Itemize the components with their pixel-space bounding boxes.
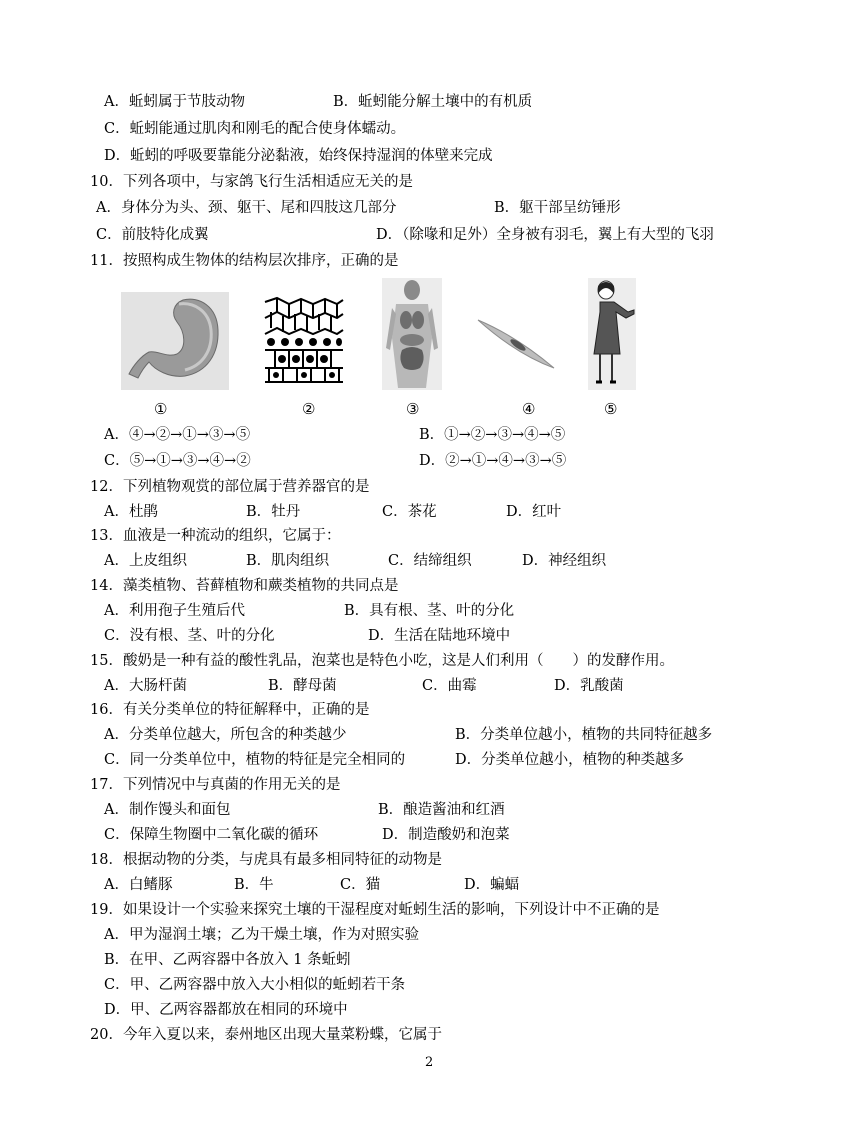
q15-option-b: B．酵母菌	[268, 678, 337, 694]
q18-stem: 18．根据动物的分类，与虎具有最多相同特征的动物是	[90, 852, 442, 868]
stomach-image	[121, 292, 229, 390]
page-number: 2	[425, 1055, 434, 1070]
q12-stem: 12．下列植物观赏的部位属于营养器官的是	[90, 479, 370, 495]
q10-option-d: D．（除喙和足外）全身被有羽毛，翼上有大型的飞羽	[376, 227, 714, 243]
q9-option-b: B．蚯蚓能分解土壤中的有机质	[333, 94, 533, 110]
q12-option-c: C．茶花	[382, 504, 437, 520]
q15-option-c: C．曲霉	[422, 678, 477, 694]
muscle-cell-image	[476, 318, 556, 370]
q15-option-d: D．乳酸菌	[554, 678, 624, 694]
figure-label-4: ④	[522, 400, 536, 418]
q13-stem: 13．血液是一种流动的组织，它属于：	[90, 528, 341, 544]
q11-option-d: D．②→①→④→③→⑤	[419, 453, 567, 469]
q18-option-c: C．猫	[340, 877, 381, 893]
figure-label-3: ③	[406, 400, 420, 418]
q13-option-a: A．上皮组织	[104, 553, 187, 569]
q19-option-d: D．甲、乙两容器都放在相同的环境中	[104, 1002, 348, 1018]
q12-option-b: B．牡丹	[246, 504, 301, 520]
q19-option-b: B．在甲、乙两容器中各放入 1 条蚯蚓	[104, 952, 351, 968]
q14-option-d: D．生活在陆地环境中	[368, 628, 511, 644]
q16-option-b: B．分类单位越小，植物的共同特征越多	[455, 727, 713, 743]
q18-option-a: A．白鳍豚	[104, 877, 173, 893]
q11-option-c: C．⑤→①→③→④→②	[104, 453, 251, 469]
q19-stem: 19．如果设计一个实验来探究土壤的干湿程度对蚯蚓生活的影响，下列设计中不正确的是	[90, 902, 660, 918]
q13-option-b: B．肌肉组织	[246, 553, 330, 569]
q15-stem: 15．酸奶是一种有益的酸性乳品，泡菜也是特色小吃，这是人们利用（ ）的发酵作用。	[90, 653, 674, 669]
q9-option-a: A．蚯蚓属于节肢动物	[104, 94, 245, 110]
q14-option-b: B．具有根、茎、叶的分化	[344, 603, 515, 619]
q15-option-a: A．大肠杆菌	[104, 678, 187, 694]
q20-stem: 20．今年入夏以来，泰州地区出现大量菜粉蝶，它属于	[90, 1027, 442, 1043]
q14-stem: 14．藻类植物、苔藓植物和蕨类植物的共同点是	[90, 578, 399, 594]
q17-option-a: A．制作馒头和面包	[104, 802, 231, 818]
q10-option-c: C．前肢特化成翼	[96, 227, 209, 243]
human-organ-system-image	[382, 278, 442, 390]
q19-option-c: C．甲、乙两容器中放入大小相似的蚯蚓若干条	[104, 977, 406, 993]
q16-option-d: D．分类单位越小，植物的种类越多	[455, 752, 685, 768]
q9-option-c: C．蚯蚓能通过肌肉和刚毛的配合使身体蠕动。	[104, 121, 406, 137]
q17-stem: 17．下列情况中与真菌的作用无关的是	[90, 777, 341, 793]
q17-option-b: B．酿造酱油和红酒	[378, 802, 505, 818]
q11-option-a: A．④→②→①→③→⑤	[104, 427, 251, 443]
q10-option-a: A．身体分为头、颈、躯干、尾和四肢这几部分	[96, 200, 397, 216]
q14-option-a: A．利用孢子生殖后代	[104, 603, 245, 619]
q18-option-b: B．牛	[234, 877, 274, 893]
q16-option-a: A．分类单位越大，所包含的种类越少	[104, 727, 347, 743]
q10-option-b: B．躯干部呈纺锤形	[494, 200, 621, 216]
figure-label-5: ⑤	[604, 400, 618, 418]
q13-option-d: D．神经组织	[522, 553, 607, 569]
q16-stem: 16．有关分类单位的特征解释中，正确的是	[90, 702, 370, 718]
figure-label-1: ①	[154, 400, 168, 418]
q14-option-c: C．没有根、茎、叶的分化	[104, 628, 275, 644]
q18-option-d: D．蝙蝠	[464, 877, 520, 893]
q10-stem: 10．下列各项中，与家鸽飞行生活相适应无关的是	[90, 174, 413, 190]
q9-option-d: D．蚯蚓的呼吸要靠能分泌黏液，始终保持湿润的体壁来完成	[104, 148, 493, 164]
q17-option-c: C．保障生物圈中二氧化碳的循环	[104, 827, 319, 843]
q13-option-c: C．结缔组织	[388, 553, 472, 569]
q12-option-a: A．杜鹃	[104, 504, 158, 520]
q19-option-a: A．甲为湿润土壤；乙为干燥土壤，作为对照实验	[104, 927, 419, 943]
q12-option-d: D．红叶	[506, 504, 562, 520]
q17-option-d: D．制造酸奶和泡菜	[382, 827, 510, 843]
q11-stem: 11．按照构成生物体的结构层次排序，正确的是	[90, 253, 399, 269]
q11-option-b: B．①→②→③→④→⑤	[419, 427, 566, 443]
figure-label-2: ②	[302, 400, 316, 418]
human-body-image	[588, 278, 636, 390]
cell-tissue-image	[263, 296, 345, 384]
q16-option-c: C．同一分类单位中，植物的特征是完全相同的	[104, 752, 406, 768]
